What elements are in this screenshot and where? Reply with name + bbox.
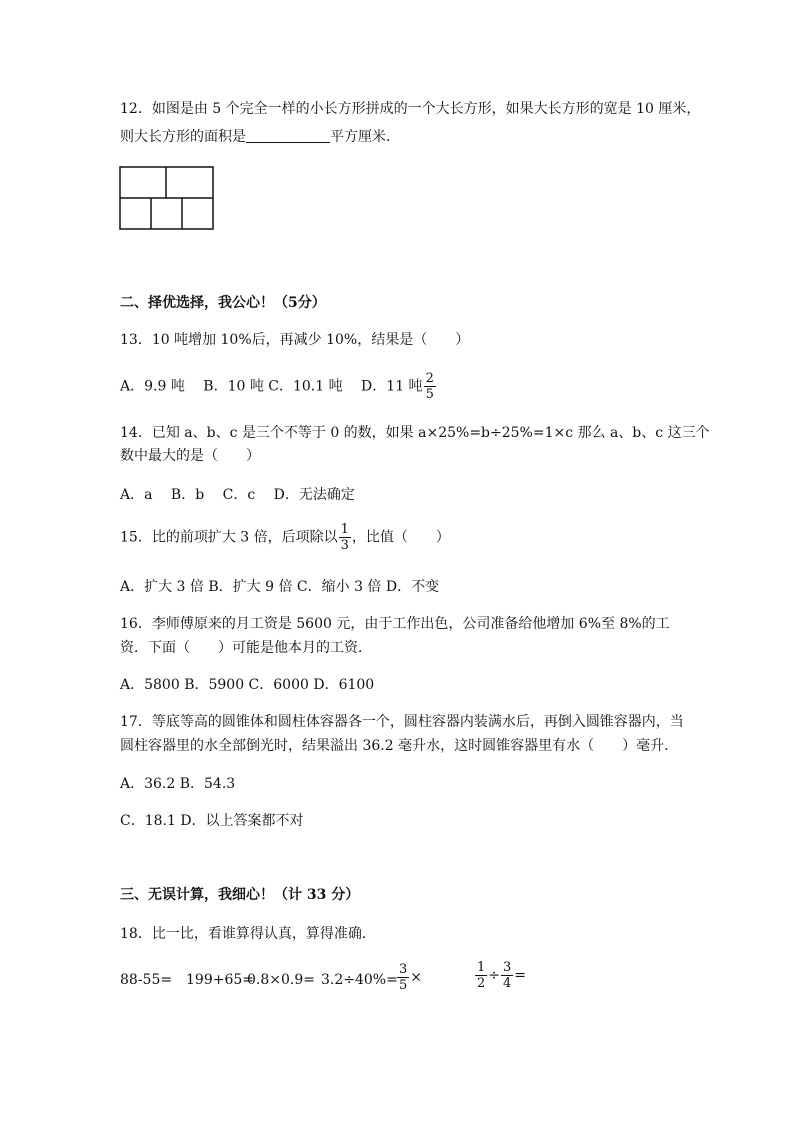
q13-frac-num: 2 (425, 371, 434, 386)
q13-frac-den: 5 (425, 387, 434, 402)
q13-stem: 13．10 吨增加 10%后，再减少 10%，结果是（ ） (120, 332, 470, 348)
q18-stem: 18．比一比，看谁算得认真，算得准确． (120, 926, 376, 942)
section2-heading: 二、择优选择，我公心！（5分） (120, 295, 326, 311)
q17-options-2: C．18.1 D．以上答案都不对 (120, 813, 304, 829)
calc-item-5 (396, 962, 422, 993)
q17-line2: 圆柱容器里的水全部倒光时，结果溢出 36.2 毫升水，这时圆锥容器里有水（ ）毫升． (120, 738, 679, 754)
q12-rectangle-figure (119, 166, 215, 231)
q17-line1: 17．等底等高的圆锥体和圆柱体容器各一个，圆柱容器内装满水后，再倒入圆锥容器内，当 (120, 714, 684, 730)
calc6-b-num: 3 (503, 960, 512, 975)
calc6-op: ÷ (488, 967, 501, 984)
section3-heading: 三、无误计算，我细心！（计 33 分） (120, 887, 360, 903)
calc-item-4: 3.2÷40%= (321, 972, 398, 988)
q15-stem-prefix: 15．比的前项扩大 3 倍，后项除以 (120, 529, 338, 546)
calc-item-3: 0.8×0.9= (247, 972, 315, 988)
calc6-a-num: 1 (477, 960, 486, 975)
q13-options (120, 371, 437, 402)
q12-line2-suffix: 平方厘米． (330, 129, 400, 145)
q15-stem-suffix: ，比值（ ） (351, 529, 450, 546)
q16-options: A．5800 B．5900 C．6000 D．6100 (120, 677, 375, 693)
calc-item-1: 88-55= (120, 972, 173, 988)
calc5-fraction (397, 962, 409, 993)
q13-options-text: A．9.9 吨 B．10 吨 C．10.1 吨 D．11 吨 (120, 378, 423, 395)
calc6-fraction-a (475, 960, 487, 991)
calc5-frac-den: 5 (399, 978, 408, 993)
q15-options: A．扩大 3 倍 B．扩大 9 倍 C．缩小 3 倍 D．不变 (120, 579, 440, 595)
q14-line2: 数中最大的是（ ） (120, 448, 260, 464)
calc-item-2: 199+65= (186, 972, 254, 988)
q15-frac-den: 3 (340, 538, 349, 553)
calc6-a-den: 2 (477, 976, 486, 991)
q12-line2-prefix: 则大长方形的面积是 (120, 129, 246, 145)
q14-options: A．a B．b C．c D．无法确定 (120, 487, 355, 503)
q12-line1: 12．如图是由 5 个完全一样的小长方形拼成的一个大长方形，如果大长方形的宽是 10 厘米， (120, 101, 701, 117)
calc6-b-den: 4 (503, 976, 512, 991)
q15-fraction (339, 522, 351, 553)
calc5-suffix: × (410, 969, 423, 986)
q17-options-1: A．36.2 B．54.3 (120, 776, 236, 792)
q12-answer-blank (246, 128, 330, 143)
q15-frac-num: 1 (340, 522, 349, 537)
q12-line2 (120, 128, 400, 146)
calc6-fraction-b (501, 960, 513, 991)
q14-line1: 14．已知 a、b、c 是三个不等于 0 的数，如果 a×25%=b÷25%=1×c 那么 a、b、c 这三个 (120, 425, 710, 441)
calc5-frac-num: 3 (399, 962, 408, 977)
calc6-suffix: = (514, 967, 527, 984)
q16-line1: 16．李师傅原来的月工资是 5600 元，由于工作出色，公司准备给他增加 6%至 8%的工 (120, 616, 670, 632)
q15-stem (120, 522, 450, 553)
calc-item-6 (474, 960, 526, 991)
q13-fraction (424, 371, 436, 402)
q16-line2: 资．下面（ ）可能是他本月的工资． (120, 640, 372, 656)
